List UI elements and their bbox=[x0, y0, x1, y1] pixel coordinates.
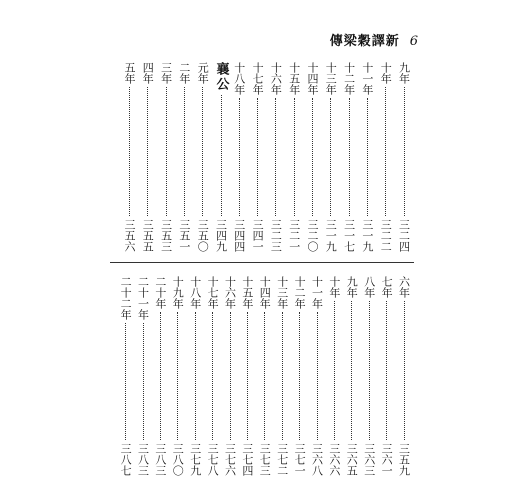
toc-entry-page: 三五五 bbox=[141, 219, 155, 252]
toc-entry bbox=[140, 62, 156, 252]
toc-entry bbox=[286, 62, 302, 252]
dot-leader bbox=[282, 312, 283, 440]
toc-entry bbox=[231, 62, 247, 252]
toc-entry bbox=[213, 62, 229, 252]
toc-entry-label: 六年 bbox=[397, 276, 411, 298]
toc-entry-page: 三五九 bbox=[397, 443, 411, 476]
dot-leader bbox=[257, 98, 258, 216]
dot-leader bbox=[349, 98, 350, 216]
toc-entry bbox=[152, 276, 168, 476]
toc-entry-page: 三七四 bbox=[240, 443, 254, 476]
toc-entry bbox=[250, 62, 266, 252]
dot-leader bbox=[330, 98, 331, 216]
toc-entry bbox=[176, 62, 192, 252]
dot-leader bbox=[195, 312, 196, 440]
toc-entry-label: 十五年 bbox=[287, 62, 301, 95]
toc-entry bbox=[326, 276, 342, 476]
dot-leader bbox=[129, 87, 130, 216]
toc-entry-label: 十七年 bbox=[251, 62, 265, 95]
toc-entry-label: 十四年 bbox=[258, 276, 272, 309]
toc-entry-page: 三一九 bbox=[324, 219, 338, 252]
dot-leader bbox=[247, 312, 248, 440]
dot-leader bbox=[404, 87, 405, 216]
section-divider bbox=[110, 262, 414, 263]
toc-entry bbox=[396, 62, 412, 252]
toc-entry-page: 三六一 bbox=[380, 443, 394, 476]
toc-entry-label: 十三年 bbox=[324, 62, 338, 95]
toc-entry-page: 三二一 bbox=[287, 219, 301, 252]
toc-entry-label: 五年 bbox=[123, 62, 136, 84]
toc-entry bbox=[309, 276, 325, 476]
toc-entry bbox=[274, 276, 290, 476]
toc-entry bbox=[205, 276, 221, 476]
dot-leader bbox=[125, 323, 126, 440]
toc-entry bbox=[135, 276, 151, 476]
toc-entry-label: 十六年 bbox=[269, 62, 283, 95]
book-title: 傳梁穀譯新 bbox=[329, 34, 400, 49]
toc-entry-page: 三四九 bbox=[214, 219, 228, 252]
toc-entry bbox=[378, 62, 394, 252]
toc-entry bbox=[359, 62, 375, 252]
toc-entry bbox=[396, 276, 412, 476]
toc-entry-page: 三七一 bbox=[293, 443, 307, 476]
dot-leader bbox=[275, 98, 276, 216]
toc-entry-label: 十二年 bbox=[342, 62, 356, 95]
dot-leader bbox=[317, 312, 318, 440]
toc-entry bbox=[158, 62, 174, 252]
dot-leader bbox=[177, 312, 178, 440]
dot-leader bbox=[239, 98, 240, 216]
toc-entry-page: 三四四 bbox=[232, 219, 246, 252]
dot-leader bbox=[160, 312, 161, 440]
toc-entry-label: 襄公 bbox=[213, 62, 229, 92]
dot-leader bbox=[404, 301, 405, 440]
toc-entry-label: 九年 bbox=[397, 62, 411, 84]
toc-entry-label: 十年 bbox=[379, 62, 393, 84]
toc-entry bbox=[292, 276, 308, 476]
dot-leader bbox=[294, 98, 295, 216]
toc-entry-page: 三八〇 bbox=[171, 443, 185, 476]
dot-leader bbox=[147, 87, 148, 216]
toc-entry-page: 三五〇 bbox=[196, 219, 210, 252]
dot-leader bbox=[202, 87, 203, 216]
dot-leader bbox=[299, 312, 300, 440]
toc-entry-label: 二十二年 bbox=[119, 276, 133, 320]
dot-leader bbox=[184, 87, 185, 216]
dot-leader bbox=[166, 87, 167, 216]
toc-entry-page: 三七九 bbox=[188, 443, 202, 476]
toc-entry-page: 三六六 bbox=[327, 443, 341, 476]
toc-entry-page: 三五三 bbox=[159, 219, 173, 252]
toc-entry-page: 三八三 bbox=[153, 443, 167, 476]
dot-leader bbox=[212, 312, 213, 440]
toc-entry-page: 三二四 bbox=[397, 219, 411, 252]
toc-entry-page: 三七六 bbox=[223, 443, 237, 476]
toc-entry-label: 七年 bbox=[380, 276, 394, 298]
toc-entry-page: 三五一 bbox=[177, 219, 191, 252]
toc-entry-label: 二十一年 bbox=[136, 276, 150, 320]
toc-entry-page: 三二〇 bbox=[306, 219, 319, 252]
toc-entry-label: 十四年 bbox=[306, 62, 319, 95]
toc-entry bbox=[323, 62, 339, 252]
toc-entry bbox=[305, 62, 321, 252]
dot-leader bbox=[334, 301, 335, 440]
dot-leader bbox=[385, 87, 386, 216]
toc-entry-label: 十八年 bbox=[232, 62, 246, 95]
toc-entry-label: 十五年 bbox=[240, 276, 254, 309]
toc-entry-label: 四年 bbox=[141, 62, 155, 84]
toc-entry bbox=[344, 276, 360, 476]
toc-entry-page: 三七二 bbox=[275, 443, 289, 476]
toc-entry-label: 十七年 bbox=[206, 276, 220, 309]
toc-entry bbox=[170, 276, 186, 476]
toc-entry-page: 三二三 bbox=[269, 219, 283, 252]
dot-leader bbox=[143, 323, 144, 440]
dot-leader bbox=[264, 312, 265, 440]
toc-entry-label: 十一年 bbox=[360, 62, 374, 95]
toc-entry bbox=[122, 62, 138, 252]
toc-entry-label: 十六年 bbox=[223, 276, 237, 309]
toc-entry-page: 三八三 bbox=[136, 443, 150, 476]
toc-entry-label: 九年 bbox=[345, 276, 359, 298]
dot-leader bbox=[386, 301, 387, 440]
page-header bbox=[330, 30, 418, 49]
toc-entry-label: 元年 bbox=[196, 62, 210, 84]
toc-entry-label: 八年 bbox=[362, 276, 376, 298]
toc-entry-page: 三二二 bbox=[379, 219, 393, 252]
toc-entry-label: 十九年 bbox=[171, 276, 185, 309]
toc-entry-page: 三七八 bbox=[206, 443, 220, 476]
toc-entry-page: 三六八 bbox=[310, 443, 324, 476]
toc-entry-page: 三五六 bbox=[123, 219, 136, 252]
toc-entry bbox=[118, 276, 134, 476]
dot-leader bbox=[351, 301, 352, 440]
toc-entry-page: 三六五 bbox=[345, 443, 359, 476]
toc-entry-page: 三七三 bbox=[258, 443, 272, 476]
toc-entry-page: 三一七 bbox=[342, 219, 356, 252]
toc-entry-label: 十年 bbox=[327, 276, 341, 298]
toc-entry-page: 三六三 bbox=[362, 443, 376, 476]
toc-entry-label: 二十年 bbox=[153, 276, 167, 309]
dot-leader bbox=[312, 98, 313, 216]
toc-entry-page: 三四一 bbox=[251, 219, 265, 252]
toc-entry bbox=[239, 276, 255, 476]
toc-entry-label: 二年 bbox=[177, 62, 191, 84]
toc-entry-label: 十一年 bbox=[310, 276, 324, 309]
page-number: 6 bbox=[409, 34, 418, 49]
toc-entry bbox=[195, 62, 211, 252]
dot-leader bbox=[221, 95, 222, 216]
dot-leader bbox=[367, 98, 368, 216]
toc-entry bbox=[222, 276, 238, 476]
toc-entry bbox=[361, 276, 377, 476]
toc-entry bbox=[257, 276, 273, 476]
toc-entry bbox=[187, 276, 203, 476]
toc-entry-label: 十八年 bbox=[188, 276, 202, 309]
toc-entry-page: 三八七 bbox=[119, 443, 133, 476]
toc-entry bbox=[341, 62, 357, 252]
toc-entry-label: 十二年 bbox=[293, 276, 307, 309]
toc-entry-page: 三一九 bbox=[360, 219, 374, 252]
dot-leader bbox=[230, 312, 231, 440]
toc-entry bbox=[268, 62, 284, 252]
toc-entry bbox=[379, 276, 395, 476]
toc-entry-label: 十三年 bbox=[275, 276, 289, 309]
toc-entry-label: 三年 bbox=[159, 62, 173, 84]
dot-leader bbox=[369, 301, 370, 440]
